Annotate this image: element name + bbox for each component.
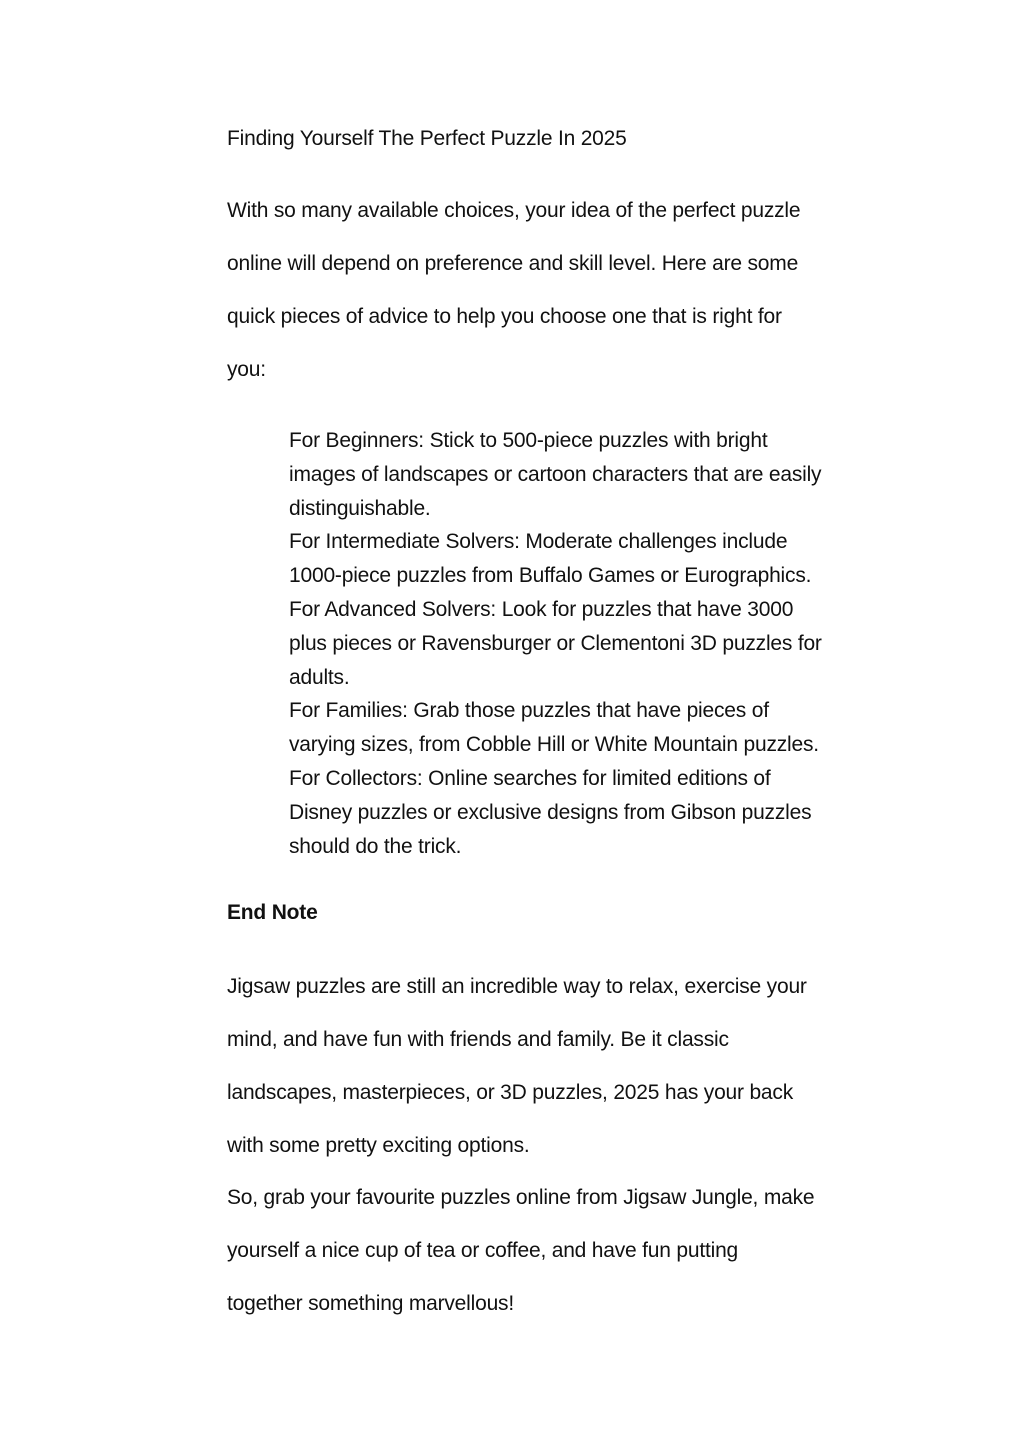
- endnote-line: landscapes, masterpieces, or 3D puzzles, 2025 has your back: [227, 1081, 794, 1104]
- list-line: 1000-piece puzzles from Buffalo Games or Eurographics.: [289, 564, 812, 588]
- document-title: Finding Yourself The Perfect Puzzle In 2025: [227, 127, 627, 150]
- list-line: distinguishable.: [289, 496, 431, 520]
- intro-line: With so many available choices, your idea of the perfect puzzle: [227, 199, 801, 222]
- list-line: For Families: Grab those puzzles that have pieces of: [289, 699, 769, 723]
- endnote-line: with some pretty exciting options.: [227, 1134, 530, 1157]
- list-line: adults.: [289, 665, 350, 689]
- endnote-line: Jigsaw puzzles are still an incredible way to relax, exercise your: [227, 975, 807, 998]
- closing-paragraph: [227, 1183, 867, 1342]
- closing-line: So, grab your favourite puzzles online from Jigsaw Jungle, make: [227, 1186, 815, 1209]
- closing-line: together something marvellous!: [227, 1292, 514, 1315]
- endnote-line: mind, and have fun with friends and family. Be it classic: [227, 1028, 729, 1051]
- list-line: images of landscapes or cartoon characters that are easily: [289, 462, 822, 486]
- list-line: For Intermediate Solvers: Moderate challenges include: [289, 530, 788, 554]
- section-heading: End Note: [227, 901, 318, 924]
- intro-line: online will depend on preference and skill level. Here are some: [227, 252, 799, 275]
- intro-line: you:: [227, 358, 266, 381]
- intro-line: quick pieces of advice to help you choose one that is right for: [227, 305, 782, 328]
- endnote-paragraph: [227, 972, 867, 1184]
- list-line: plus pieces or Ravensburger or Clementoni 3D puzzles for: [289, 631, 822, 655]
- closing-line: yourself a nice cup of tea or coffee, and have fun putting: [227, 1239, 739, 1262]
- advice-list: [289, 426, 889, 865]
- list-line: For Collectors: Online searches for limited editions of: [289, 766, 771, 790]
- list-line: For Beginners: Stick to 500-piece puzzles with bright: [289, 429, 768, 452]
- intro-paragraph: [227, 196, 867, 408]
- list-line: For Advanced Solvers: Look for puzzles that have 3000: [289, 597, 794, 621]
- list-line: should do the trick.: [289, 834, 462, 858]
- list-line: varying sizes, from Cobble Hill or White Mountain puzzles.: [289, 733, 819, 757]
- list-line: Disney puzzles or exclusive designs from Gibson puzzles: [289, 800, 812, 824]
